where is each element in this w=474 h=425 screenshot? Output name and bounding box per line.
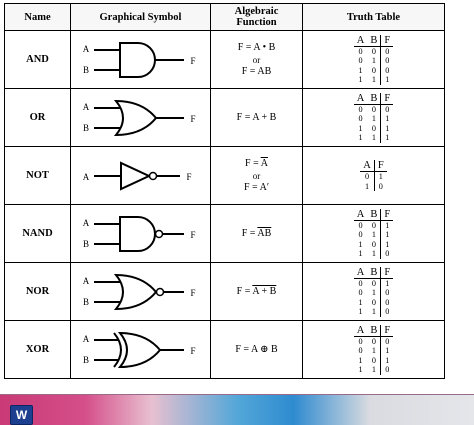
input-b-label: B xyxy=(82,122,89,133)
truth-table-cell: 0 xyxy=(385,249,390,258)
algebraic-expression xyxy=(211,286,302,298)
truth-table-row xyxy=(354,124,393,134)
truth-table-cell: 1 xyxy=(385,133,390,142)
gate-row-and xyxy=(5,31,445,89)
algebraic-cell xyxy=(211,205,303,263)
truth-table-row xyxy=(354,66,393,76)
header-graphical-symbol: Graphical Symbol xyxy=(71,4,211,31)
truth-table-header: B xyxy=(367,325,381,337)
truth-table xyxy=(354,93,393,143)
inversion-bubble xyxy=(149,172,156,179)
truth-table-cell: 1 xyxy=(358,307,363,316)
algebraic-expression xyxy=(211,344,302,356)
header-truth-table: Truth Table xyxy=(303,4,445,31)
truth-table-cell: 0 xyxy=(358,336,363,346)
input-b-label: B xyxy=(82,296,89,307)
truth-table-cell: 0 xyxy=(385,336,390,346)
truth-table-cell: 1 xyxy=(367,133,381,143)
truth-table-cell: 1 xyxy=(358,123,363,133)
algebraic-main: F = A • B xyxy=(237,41,276,53)
algebraic-expression xyxy=(211,158,302,194)
header-name: Name xyxy=(5,4,71,31)
xor-extra-curve xyxy=(114,333,121,367)
truth-table-cell: 1 xyxy=(367,249,381,259)
truth-table-row xyxy=(354,278,393,288)
truth-table-cell: 0 xyxy=(367,124,381,134)
truth-table xyxy=(354,325,393,375)
truth-table-cell: 0 xyxy=(378,181,383,191)
truth-table-cell-container xyxy=(303,321,445,379)
gate-body xyxy=(120,333,160,367)
not-gate-icon xyxy=(76,151,206,201)
truth-table-cell: 1 xyxy=(367,56,381,66)
gate-name: NOT xyxy=(5,147,71,205)
truth-table-cell-container xyxy=(303,205,445,263)
output-f-label: F xyxy=(189,55,196,66)
truth-table-row xyxy=(360,182,386,192)
truth-table-cell: 1 xyxy=(367,307,381,317)
input-b-label: B xyxy=(82,64,89,75)
truth-table-cell: 1 xyxy=(367,230,381,240)
nand-gate-icon xyxy=(76,209,206,259)
nor-gate-icon xyxy=(76,267,206,317)
algebraic-cell xyxy=(211,321,303,379)
algebraic-prefix: F = xyxy=(241,227,258,239)
truth-table-cell: 1 xyxy=(358,133,363,142)
truth-table-header: F xyxy=(381,209,393,221)
input-a-label: A xyxy=(82,101,89,112)
truth-table-cell: 1 xyxy=(378,172,383,181)
truth-table-cell-container xyxy=(303,89,445,147)
gate-name: AND xyxy=(5,31,71,89)
truth-table-cell: 1 xyxy=(367,114,381,124)
gate-name: NAND xyxy=(5,205,71,263)
header-row xyxy=(5,4,445,31)
gate-symbol-cell xyxy=(71,89,211,147)
input-a-label: A xyxy=(82,275,89,286)
truth-table-header: B xyxy=(367,93,381,105)
truth-table-cell: 0 xyxy=(385,104,390,114)
truth-table-cell: 0 xyxy=(367,66,381,76)
truth-table-cell: 1 xyxy=(385,239,390,249)
truth-table-cell: 1 xyxy=(385,355,390,365)
gate-body xyxy=(116,101,156,135)
algebraic-cell xyxy=(211,263,303,321)
truth-table-cell: 1 xyxy=(367,346,381,356)
truth-table-cell: 0 xyxy=(385,365,390,374)
truth-table-cell: 0 xyxy=(358,220,363,230)
output-f-label: F xyxy=(185,171,192,182)
gate-rows xyxy=(5,31,445,379)
gate-row-nand xyxy=(5,205,445,263)
truth-table-header: B xyxy=(367,267,381,279)
gate-name: XOR xyxy=(5,321,71,379)
truth-table-header: A xyxy=(360,160,374,172)
algebraic-overlined-term: A + B xyxy=(252,285,277,297)
truth-table-cell-container xyxy=(303,31,445,89)
algebraic-cell xyxy=(211,89,303,147)
truth-table-cell: 1 xyxy=(367,365,381,375)
truth-table-cell: 0 xyxy=(367,278,381,288)
truth-table-row xyxy=(354,288,393,298)
truth-table-cell: 0 xyxy=(358,278,363,288)
algebraic-main xyxy=(211,158,302,170)
algebraic-alternate: F = AB xyxy=(241,65,272,77)
algebraic-or: or xyxy=(252,170,261,181)
truth-table-row xyxy=(354,46,393,56)
algebraic-alternate: F = A′ xyxy=(243,181,270,193)
truth-table-row xyxy=(354,365,393,375)
gate-row-not xyxy=(5,147,445,205)
truth-table-cell: 0 xyxy=(385,307,390,316)
truth-table-header: A xyxy=(354,209,368,221)
gate-symbol-cell xyxy=(71,205,211,263)
truth-table-cell: 1 xyxy=(358,249,363,258)
truth-table xyxy=(354,209,393,259)
truth-table-cell: 1 xyxy=(367,288,381,298)
algebraic-main xyxy=(211,228,302,240)
truth-table-cell: 0 xyxy=(367,240,381,250)
truth-table-cell: 1 xyxy=(385,346,390,355)
truth-table-cell-container xyxy=(303,263,445,321)
truth-table-header: B xyxy=(367,209,381,221)
truth-table-row xyxy=(354,298,393,308)
algebraic-cell xyxy=(211,31,303,89)
and-gate-icon xyxy=(76,35,206,85)
gate-name: OR xyxy=(5,89,71,147)
inversion-bubble xyxy=(155,230,162,237)
output-f-label: F xyxy=(189,345,196,356)
gate-body xyxy=(120,43,155,77)
truth-table-cell: 1 xyxy=(385,278,390,288)
gate-row-or xyxy=(5,89,445,147)
truth-table-cell: 0 xyxy=(358,288,363,297)
header-algebraic-line2: Function xyxy=(236,17,277,28)
truth-table-cell: 1 xyxy=(385,114,390,123)
algebraic-overlined-term: $\overline{AB}$ xyxy=(257,227,272,239)
truth-table-row xyxy=(354,249,393,259)
truth-table-cell: 1 xyxy=(358,297,363,307)
algebraic-prefix: F = xyxy=(236,285,253,297)
truth-table-row xyxy=(354,56,393,66)
truth-table-cell: 0 xyxy=(358,56,363,65)
truth-table-header: F xyxy=(381,93,393,105)
algebraic-main xyxy=(211,286,302,298)
truth-table-cell: 0 xyxy=(358,346,363,355)
gate-row-xor xyxy=(5,321,445,379)
truth-table-cell: 0 xyxy=(360,172,374,182)
truth-table-cell: 0 xyxy=(358,104,363,114)
algebraic-main: F = A ⊕ B xyxy=(235,343,278,355)
input-a-label: A xyxy=(82,333,89,344)
truth-table-cell: 0 xyxy=(358,46,363,56)
gate-body xyxy=(120,217,155,251)
input-a-label: A xyxy=(82,43,89,54)
truth-table-cell: 1 xyxy=(385,220,390,230)
truth-table-header: A xyxy=(354,93,368,105)
truth-table-cell: 1 xyxy=(385,230,390,239)
truth-table-cell: 0 xyxy=(385,65,390,75)
algebraic-expression xyxy=(211,112,302,124)
truth-table-header: A xyxy=(354,267,368,279)
gate-body xyxy=(121,163,149,189)
taskbar xyxy=(0,394,474,425)
word-app-button[interactable]: W xyxy=(10,405,33,425)
truth-table-cell: 0 xyxy=(358,230,363,239)
algebraic-overlined-term: $\overline{A}$ xyxy=(260,157,268,169)
truth-table-cell: 0 xyxy=(367,220,381,230)
gate-symbol-cell xyxy=(71,147,211,205)
truth-table-row xyxy=(354,220,393,230)
truth-table-row xyxy=(354,230,393,240)
truth-table-cell: 1 xyxy=(385,123,390,133)
truth-table xyxy=(354,35,393,85)
algebraic-cell xyxy=(211,147,303,205)
truth-table-header: A xyxy=(354,325,368,337)
algebraic-main: F = A + B xyxy=(236,111,277,123)
truth-table-cell: 1 xyxy=(358,355,363,365)
algebraic-or: or xyxy=(252,54,261,65)
truth-table-cell: 1 xyxy=(358,365,363,374)
output-f-label: F xyxy=(189,113,196,124)
truth-table-cell: 0 xyxy=(367,104,381,114)
xor-gate-icon xyxy=(76,325,206,375)
truth-table-cell: 0 xyxy=(385,297,390,307)
truth-table-cell-container xyxy=(303,147,445,205)
gate-symbol-cell xyxy=(71,31,211,89)
gate-symbol-cell xyxy=(71,263,211,321)
truth-table-cell: 0 xyxy=(358,114,363,123)
truth-table-row xyxy=(354,356,393,366)
page-margin xyxy=(452,0,474,394)
truth-table-row xyxy=(354,240,393,250)
header-algebraic-function xyxy=(211,4,303,31)
output-f-label: F xyxy=(189,229,196,240)
truth-table xyxy=(354,267,393,317)
input-b-label: B xyxy=(82,238,89,249)
truth-table-cell: 1 xyxy=(358,239,363,249)
truth-table-cell: 0 xyxy=(385,288,390,297)
truth-table-cell: 0 xyxy=(367,46,381,56)
truth-table-row xyxy=(354,307,393,317)
truth-table-header: F xyxy=(381,35,393,47)
truth-table-cell: 0 xyxy=(367,298,381,308)
gate-body xyxy=(116,275,156,309)
truth-table-row xyxy=(354,104,393,114)
inversion-bubble xyxy=(156,288,163,295)
truth-table-row xyxy=(354,336,393,346)
truth-table-row xyxy=(354,114,393,124)
algebraic-expression xyxy=(211,228,302,240)
header-algebraic-line1: Algebraic xyxy=(234,6,279,17)
input-a-label: A xyxy=(82,217,89,228)
truth-table-cell: 1 xyxy=(385,75,390,84)
truth-table-cell: 1 xyxy=(367,75,381,85)
gate-row-nor xyxy=(5,263,445,321)
truth-table-cell: 0 xyxy=(367,356,381,366)
truth-table-header: F xyxy=(381,325,393,337)
truth-table-header: F xyxy=(374,160,386,172)
input-a-label: A xyxy=(82,171,89,182)
truth-table-header: B xyxy=(367,35,381,47)
truth-table-cell: 0 xyxy=(385,46,390,56)
logic-gates-table xyxy=(4,3,445,379)
truth-table-row xyxy=(354,133,393,143)
truth-table-cell: 1 xyxy=(358,65,363,75)
truth-table-cell: 0 xyxy=(367,336,381,346)
truth-table xyxy=(360,160,386,191)
truth-table-row xyxy=(360,172,386,182)
truth-table-cell: 0 xyxy=(385,56,390,65)
truth-table-cell: 1 xyxy=(358,75,363,84)
truth-table-header: A xyxy=(354,35,368,47)
algebraic-prefix: F = xyxy=(245,157,261,169)
truth-table-row xyxy=(354,346,393,356)
gate-symbol-cell xyxy=(71,321,211,379)
input-b-label: B xyxy=(82,354,89,365)
algebraic-expression xyxy=(211,42,302,78)
gate-name: NOR xyxy=(5,263,71,321)
truth-table-header: F xyxy=(381,267,393,279)
or-gate-icon xyxy=(76,93,206,143)
truth-table-cell: 1 xyxy=(360,182,374,192)
truth-table-row xyxy=(354,75,393,85)
output-f-label: F xyxy=(189,287,196,298)
